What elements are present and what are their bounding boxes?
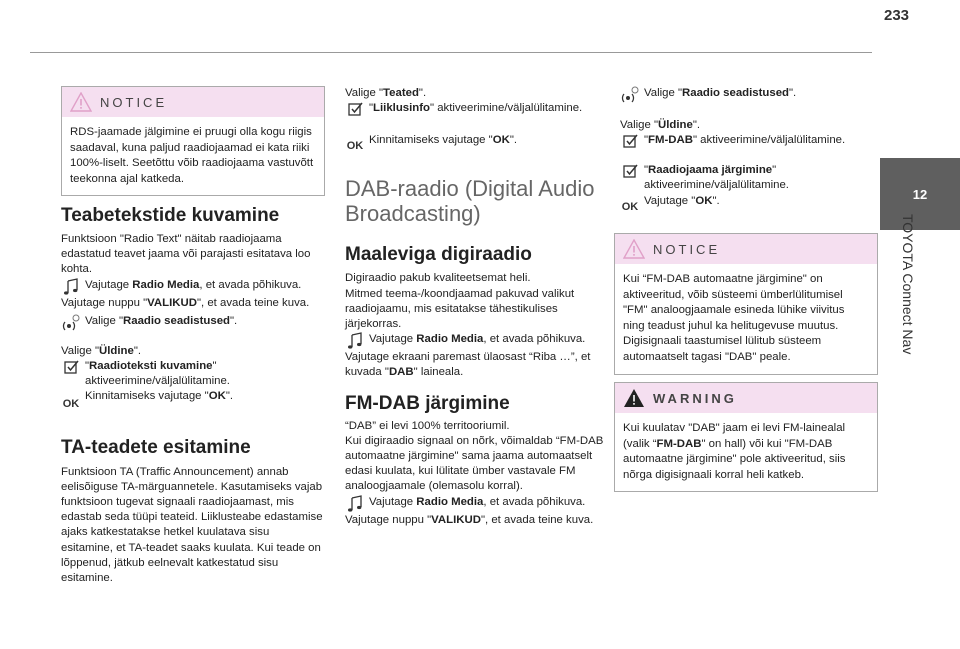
paragraph: Mitmed teema-/koondjaamad pakuvad valikut raadiojaamu, mis esitatakse tähestikulises järjekorras. (345, 287, 575, 331)
text: Vajutage nuppu " (61, 296, 148, 309)
text-bold: VALIKUD (431, 513, 481, 526)
text: ". (509, 134, 518, 147)
text: Valige " (61, 344, 100, 357)
text-bold: Üldine (99, 344, 134, 357)
text: Vajutage (369, 333, 417, 346)
text: " (369, 102, 374, 115)
text-bold: VALIKUD (147, 296, 197, 309)
warning-triangle-icon (623, 388, 645, 408)
text: Valige " (644, 87, 683, 99)
paragraph: Kui digiraadio signaal on nõrk, võimaldab “FM-DAB automaatne järgimine" sama jaama automaatselt edasi kuulata, kui lülitate ümber vastavale FM analoogjaamale (olemasolu korral). (345, 434, 604, 493)
notice-header (615, 234, 877, 264)
text: ". (692, 119, 701, 131)
ok-icon: OK (621, 200, 639, 213)
paragraph: Funktsioon TA (Traffic Announcement) annab eelisõiguse TA-märguannetele. Kasutamiseks vajab funktsioon tugevat signaali raadiojaamast, mis edastab seda tüüpi teateid. Liiklusteabe edastamise ajaks katkestatakse hetkel kuulatava sisu esitamine, et TA-teadet saaks kuulata. Kui teade on lõppenud, jätkub eelnevalt katkestatud sisu esitamine. (61, 465, 323, 585)
text: ", et avada teine kuva. (196, 296, 310, 309)
chapter-heading: DAB-raadio (Digital Audio Broadcasting) (345, 176, 595, 227)
text: Vajutage " (644, 194, 696, 207)
radio-antenna-icon (61, 314, 81, 334)
checkbox-icon (620, 133, 640, 149)
step (345, 133, 607, 154)
notice-title: NOTICE (100, 94, 168, 110)
text-bold: OK (695, 194, 713, 207)
warning-text (615, 413, 877, 491)
text: " on hall) või kui "FM-DAB automaatne järgimine" pole aktiveeritud, siis nõrga digisignaali korral heli katkeb. (623, 437, 846, 481)
text: ". (418, 87, 427, 99)
step (61, 389, 323, 412)
text: ", et avada teine kuva. (480, 513, 594, 526)
text-bold: OK (492, 134, 510, 147)
text-bold: Üldine (658, 119, 693, 131)
text-bold: FM-DAB (656, 437, 702, 450)
warning-title: WARNING (653, 390, 737, 406)
paragraph: Digiraadio pakub kvaliteetsemat heli. (345, 272, 531, 285)
text-bold: DAB (388, 366, 414, 379)
text: " laineala. (413, 366, 464, 379)
text: Kui kuulatav "DAB" jaam ei levi FM-lainealal (valik “ (623, 422, 846, 450)
text: , et avada põhikuva. (483, 495, 586, 508)
checkbox-icon (620, 163, 640, 179)
text-bold: Liiklusinfo (373, 102, 431, 115)
text: ". (133, 344, 142, 357)
section-title: FM-DAB järgimine (345, 392, 510, 414)
warning-triangle-icon (70, 92, 92, 112)
checkbox-icon (345, 101, 365, 117)
text-bold: Radio Media (416, 495, 484, 508)
text: Kinnitamiseks vajutage " (85, 390, 209, 403)
text-bold: Raadio seadistused (123, 314, 231, 327)
step (61, 314, 323, 334)
text: Valige " (85, 314, 124, 327)
text: , et avada põhikuva. (199, 278, 302, 291)
text: " aktiveerimine/väljalülitamine. (644, 164, 789, 192)
text: ". (789, 87, 797, 99)
text-bold: FM-DAB (648, 134, 693, 147)
step (345, 495, 607, 513)
text: Vajutage ekraani paremast ülaosast “Riba …”, et kuvada " (345, 351, 591, 379)
text: " (644, 134, 649, 147)
step (61, 359, 323, 389)
text-bold: Raadioteksti kuvamine (89, 360, 213, 373)
step (620, 86, 882, 106)
text-bold: Raadiojaama järgimine (648, 164, 773, 177)
notice-box (61, 86, 325, 196)
text-bold: Raadio seadistused (682, 87, 790, 99)
column-3 (620, 86, 882, 215)
text-bold: OK (208, 390, 226, 403)
step (620, 194, 882, 215)
checkbox-icon (61, 359, 81, 375)
text: Vajutage (85, 278, 133, 291)
text: " (85, 360, 90, 373)
step (61, 278, 323, 296)
notice-title: NOTICE (653, 241, 721, 257)
notice-text: Kui “FM-DAB automaatne järgimine" on aktiveeritud, võib süsteemi ümberlülitumisel "FM" analoogjaamale esineda lühike viivitus ning teadust juhul ka helitugevuse muutus. Digisignaali taastumisel lülitub süsteem automaatselt tagasi "DAB" peale. (623, 273, 845, 363)
warning-header (615, 383, 877, 413)
text: Vajutage nuppu " (345, 513, 432, 526)
warning-triangle-icon (623, 239, 645, 259)
step (345, 332, 607, 350)
text: Kinnitamiseks vajutage " (369, 134, 493, 147)
section-title: TA-teadete esitamine (61, 436, 251, 458)
music-note-icon (61, 278, 81, 296)
text-bold: Radio Media (132, 278, 200, 291)
step (620, 163, 882, 193)
music-note-icon (345, 495, 365, 513)
ok-icon: OK (346, 140, 364, 153)
column-2 (345, 86, 607, 528)
text-bold: Teated (383, 87, 419, 99)
text: ". (712, 194, 720, 207)
warning-box (614, 382, 878, 492)
text: " aktiveerimine/väljalülitamine. (692, 134, 846, 147)
text: " aktiveerimine/väljalülitamine. (430, 102, 583, 115)
page-number: 233 (884, 7, 910, 24)
radio-antenna-icon (620, 86, 640, 106)
chapter-tab: 12 (880, 158, 960, 230)
section-title: Maaleviga digiraadio (345, 244, 532, 266)
text: " aktiveerimine/väljalülitamine. (85, 360, 230, 388)
column-1 (61, 205, 323, 586)
ok-icon: OK (62, 398, 80, 411)
text: Vajutage (369, 495, 417, 508)
text: " (644, 164, 649, 177)
text: Valige " (620, 119, 659, 131)
step (620, 133, 882, 149)
music-note-icon (345, 332, 365, 350)
text: Valige " (345, 87, 384, 99)
text-bold: Radio Media (416, 333, 484, 346)
header-divider (30, 52, 872, 53)
chapter-title: TOYOTA Connect Nav (900, 214, 916, 355)
paragraph: “DAB” ei levi 100% territooriumil. (345, 419, 510, 432)
notice-text: RDS-jaamade jälgimine ei pruugi olla kogu riigis saadaval, kuna paljud raadiojaamad ei kata riiki 100%-liselt. Seetõttu võib raadiojaama vastuvõtt teekonna ajal katkeda. (70, 126, 314, 185)
text: ". (225, 390, 234, 403)
notice-header (62, 87, 324, 117)
section-title: Teabetekstide kuvamine (61, 205, 280, 226)
step (345, 101, 607, 117)
paragraph: Funktsioon "Radio Text" näitab raadiojaama edastatud teavet jaama või parajasti esitatava loo kohta. (61, 233, 311, 276)
notice-box (614, 233, 878, 375)
text: , et avada põhikuva. (483, 333, 586, 346)
text: ". (230, 314, 238, 327)
